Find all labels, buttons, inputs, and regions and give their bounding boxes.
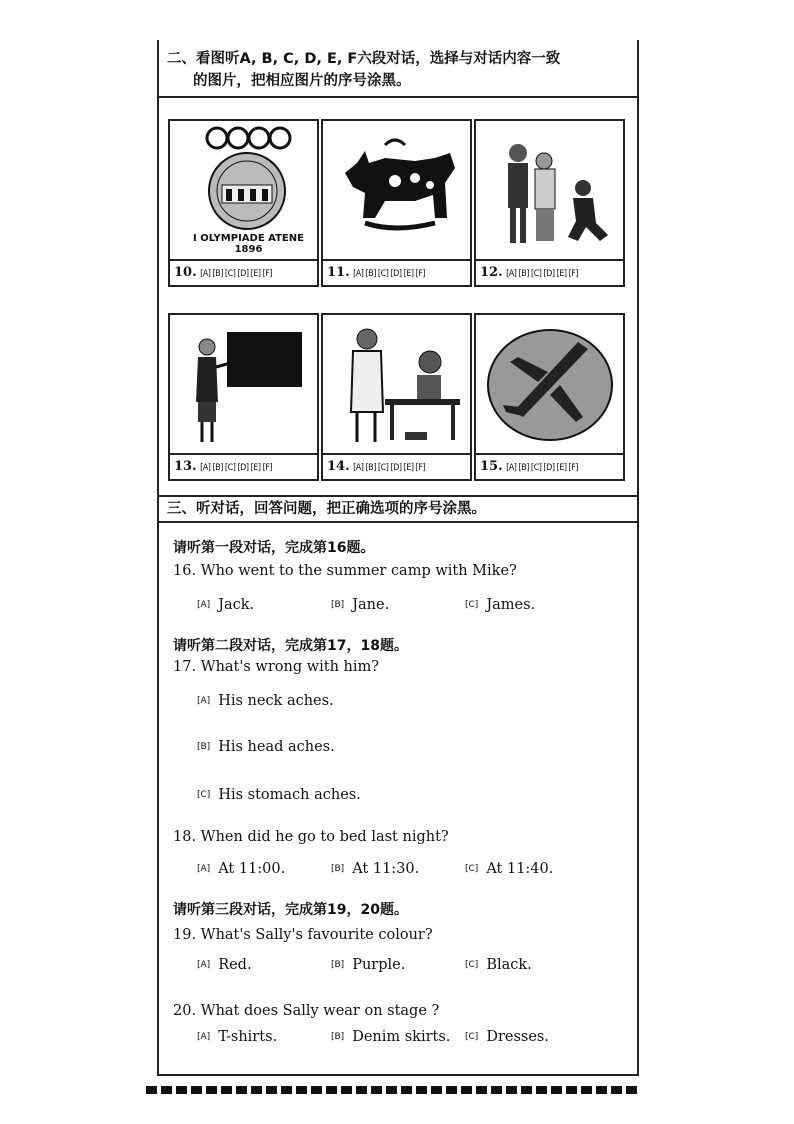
option-text: Denim skirts. xyxy=(352,1029,451,1045)
option-letter: [A] xyxy=(197,1032,211,1042)
dialog-1-instruction: 请听第一段对话，完成第16题。 xyxy=(173,540,375,556)
olympic-poster-image xyxy=(172,123,315,259)
ox-papercut-image xyxy=(325,123,468,259)
q16-option-a[interactable] xyxy=(197,597,254,613)
option-text: Black. xyxy=(486,957,532,973)
question-18: 18. When did he go to bed last night? xyxy=(173,829,449,845)
airplane-image xyxy=(478,317,621,453)
q19-option-b[interactable] xyxy=(331,957,405,973)
q18-option-b[interactable] xyxy=(331,861,419,877)
answer-options-13[interactable] xyxy=(170,453,317,479)
option-letters[interactable]: [A] [B] [C] [D] [E] [F] xyxy=(353,463,426,473)
option-letter: [A] xyxy=(197,864,211,874)
picture-cell-10 xyxy=(168,119,319,287)
question-number: 14. xyxy=(327,459,350,474)
q20-option-b[interactable] xyxy=(331,1029,450,1045)
doctor-patient-image xyxy=(325,317,468,453)
q17-option-a[interactable] xyxy=(197,693,334,709)
picture-cell-11 xyxy=(321,119,472,287)
section-2-heading xyxy=(159,48,637,98)
q18-option-a[interactable] xyxy=(197,861,285,877)
picture-row-2 xyxy=(168,313,628,481)
question-number: 10. xyxy=(174,265,197,280)
option-letters[interactable]: [A] [B] [C] [D] [E] [F] xyxy=(506,463,579,473)
q16-option-c[interactable] xyxy=(465,597,535,613)
picture-cell-13 xyxy=(168,313,319,481)
option-letter: [B] xyxy=(331,600,345,610)
option-letter: [C] xyxy=(197,790,211,800)
option-letters[interactable]: [A] [B] [C] [D] [E] [F] xyxy=(200,463,273,473)
question-20: 20. What does Sally wear on stage ? xyxy=(173,1003,440,1019)
option-text: James. xyxy=(486,597,536,613)
option-letter: [A] xyxy=(197,696,211,706)
option-letter: [C] xyxy=(465,960,479,970)
answer-options-11[interactable] xyxy=(323,259,470,285)
option-text: Jane. xyxy=(352,597,390,613)
tear-line xyxy=(146,1086,638,1094)
option-letter: [B] xyxy=(331,1032,345,1042)
option-letter: [C] xyxy=(465,864,479,874)
question-16: 16. Who went to the summer camp with Mike? xyxy=(173,563,517,579)
option-text: Jack. xyxy=(218,597,255,613)
answer-options-14[interactable] xyxy=(323,453,470,479)
option-letter: [A] xyxy=(197,600,211,610)
question-number: 13. xyxy=(174,459,197,474)
option-text: Purple. xyxy=(352,957,406,973)
q20-option-c[interactable] xyxy=(465,1029,549,1045)
family-image xyxy=(478,123,621,259)
answer-options-10[interactable] xyxy=(170,259,317,285)
option-letters[interactable]: [A] [B] [C] [D] [E] [F] xyxy=(506,269,579,279)
picture-cell-14 xyxy=(321,313,472,481)
answer-sheet xyxy=(157,40,639,1076)
question-17: 17. What's wrong with him? xyxy=(173,659,380,675)
q19-option-a[interactable] xyxy=(197,957,252,973)
option-letter: [A] xyxy=(197,960,211,970)
question-number: 12. xyxy=(480,265,503,280)
q17-option-c[interactable] xyxy=(197,787,361,803)
option-letters[interactable]: [A] [B] [C] [D] [E] [F] xyxy=(200,269,273,279)
picture-cell-12 xyxy=(474,119,625,287)
option-text: His neck aches. xyxy=(218,693,334,709)
answer-options-12[interactable] xyxy=(476,259,623,285)
teacher-blackboard-image xyxy=(172,317,315,453)
option-letter: [B] xyxy=(331,864,345,874)
option-text: His stomach aches. xyxy=(218,787,361,803)
option-text: Dresses. xyxy=(486,1029,549,1045)
option-text: At 11:30. xyxy=(352,861,420,877)
option-text: At 11:00. xyxy=(218,861,286,877)
q18-option-c[interactable] xyxy=(465,861,553,877)
q16-option-b[interactable] xyxy=(331,597,389,613)
option-letter: [C] xyxy=(465,1032,479,1042)
q19-option-c[interactable] xyxy=(465,957,532,973)
section-2-line-1: 二、看图听A, B, C, D, E, F六段对话，选择与对话内容一致 xyxy=(167,51,561,67)
option-text: Red. xyxy=(218,957,252,973)
dialog-2-instruction: 请听第二段对话，完成第17，18题。 xyxy=(173,638,408,654)
option-letter: [B] xyxy=(331,960,345,970)
q17-option-b[interactable] xyxy=(197,739,335,755)
dialog-3-instruction: 请听第三段对话，完成第19，20题。 xyxy=(173,902,408,918)
question-number: 15. xyxy=(480,459,503,474)
section-2-line-2: 的图片，把相应图片的序号涂黑。 xyxy=(193,73,411,89)
section-3-heading: 三、听对话，回答问题，把正确选项的序号涂黑。 xyxy=(159,495,637,523)
option-letter: [B] xyxy=(197,742,211,752)
option-text: T-shirts. xyxy=(218,1029,278,1045)
picture-cell-15 xyxy=(474,313,625,481)
q20-option-a[interactable] xyxy=(197,1029,277,1045)
option-letters[interactable]: [A] [B] [C] [D] [E] [F] xyxy=(353,269,426,279)
picture-row-1 xyxy=(168,119,628,287)
option-text: His head aches. xyxy=(218,739,335,755)
olympic-caption: I OLYMPIADE ATENE 1896 xyxy=(193,233,304,255)
option-text: At 11:40. xyxy=(486,861,554,877)
answer-options-15[interactable] xyxy=(476,453,623,479)
option-letter: [C] xyxy=(465,600,479,610)
question-19: 19. What's Sally's favourite colour? xyxy=(173,927,433,943)
question-number: 11. xyxy=(327,265,350,280)
